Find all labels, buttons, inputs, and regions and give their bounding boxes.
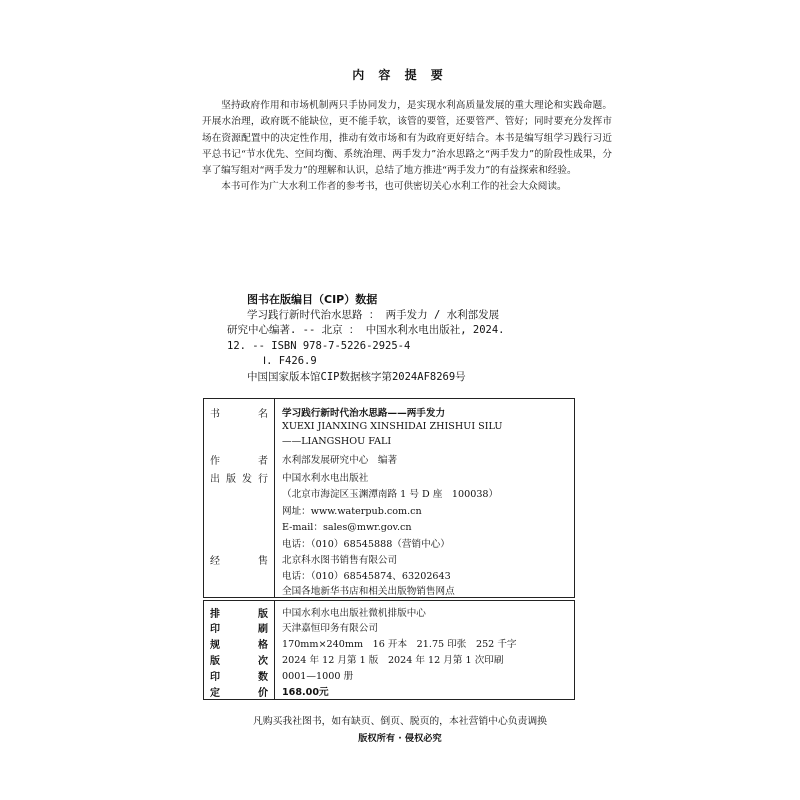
cip-title: 图书在版编目（CIP）数据 — [247, 293, 378, 306]
cip-line-5: 中国国家版本馆CIP数据核字第2024AF8269号 — [247, 370, 466, 383]
publisher-email: E-mail：sales@mwr.gov.cn — [282, 522, 412, 533]
edition-label: 版 次 — [210, 656, 268, 667]
print-info-table — [203, 600, 575, 700]
edition-value: 2024 年 12 月第 1 版 2024 年 12 月第 1 次印刷 — [282, 655, 504, 666]
printing-value: 天津嘉恒印务有限公司 — [282, 623, 378, 634]
footer-notice: 凡购买我社图书，如有缺页、倒页、脱页的，本社营销中心负责调换 — [253, 716, 547, 727]
typeset-label: 排 版 — [210, 609, 268, 620]
distributor-network: 全国各地新华书店和相关出版物销售网点 — [282, 586, 455, 597]
book-title-pinyin-1: XUEXI JIANXING XINSHIDAI ZHISHUI SILU — [282, 421, 503, 432]
table-divider — [274, 399, 275, 597]
summary-body — [202, 98, 612, 196]
footer-rights: 版权所有 · 侵权必究 — [358, 733, 442, 744]
summary-paragraph-2: 本书可作为广大水利工作者的参考书，也可供密切关心水利工作的社会大众阅读。 — [221, 181, 567, 193]
distributor-value: 北京科水图书销售有限公司 — [282, 555, 398, 566]
publisher-phone: 电话：（010）68545888（营销中心） — [282, 539, 450, 550]
price-label: 定 价 — [210, 688, 268, 699]
distributor-label: 经 售 — [210, 556, 268, 567]
typeset-value: 中国水利水电出版社微机排版中心 — [282, 608, 426, 619]
book-info-table — [203, 398, 575, 598]
cip-line-3: 12. -- ISBN 978-7-5226-2925-4 — [227, 339, 411, 352]
publisher-address: （北京市海淀区玉渊潭南路 1 号 D 座 100038） — [282, 489, 499, 500]
cip-line-1: 学习践行新时代治水思路 ： 两手发力 / 水利部发展 — [247, 308, 500, 321]
quantity-label: 印 数 — [210, 672, 268, 683]
printing-label: 印 刷 — [210, 624, 268, 635]
cip-block — [227, 292, 505, 386]
book-title: 学习践行新时代治水思路——两手发力 — [282, 408, 446, 419]
price-value: 168.00元 — [282, 687, 329, 698]
publisher-label: 出版发行 — [210, 474, 268, 485]
summary-paragraph-1: 坚持政府作用和市场机制两只手协同发力，是实现水利高质量发展的重大理论和实践命题。开展水治理，政府既不能缺位，更不能手软，该管的要管，还要管严、管好；同时要充分发挥市场在资源配置中的决定性作用，推动有效市场和有为政府更好结合。本书是编写组学习践行习近平总书记“节水优先、空间均衡、系统治理、两手发力”治水思路之“两手发力”的阶段性成果，分享了编写组对“两手发力”的理解和认识，总结了地方推进“两手发力”的有益探索和经验。 — [202, 100, 612, 177]
table-divider — [274, 601, 275, 699]
author-value: 水利部发展研究中心 编著 — [282, 455, 398, 466]
publisher-website: 网址：www.waterpub.com.cn — [282, 506, 422, 517]
spec-label: 规 格 — [210, 640, 268, 651]
summary-heading: 内 容 提 要 — [352, 68, 448, 82]
cip-line-2: 研究中心编著. -- 北京 ： 中国水利水电出版社, 2024. — [227, 324, 505, 337]
book-title-pinyin-2: ——LIANGSHOU FALI — [282, 436, 392, 447]
quantity-value: 0001—1000 册 — [282, 671, 354, 682]
spec-value: 170mm×240mm 16 开本 21.75 印张 252 千字 — [282, 639, 517, 650]
distributor-phone: 电话：（010）68545874、63202643 — [282, 571, 451, 582]
author-label: 作 者 — [210, 456, 268, 467]
publisher-value: 中国水利水电出版社 — [282, 473, 369, 484]
cip-line-4: Ⅰ. F426.9 — [263, 355, 317, 368]
title-label: 书 名 — [210, 409, 268, 420]
